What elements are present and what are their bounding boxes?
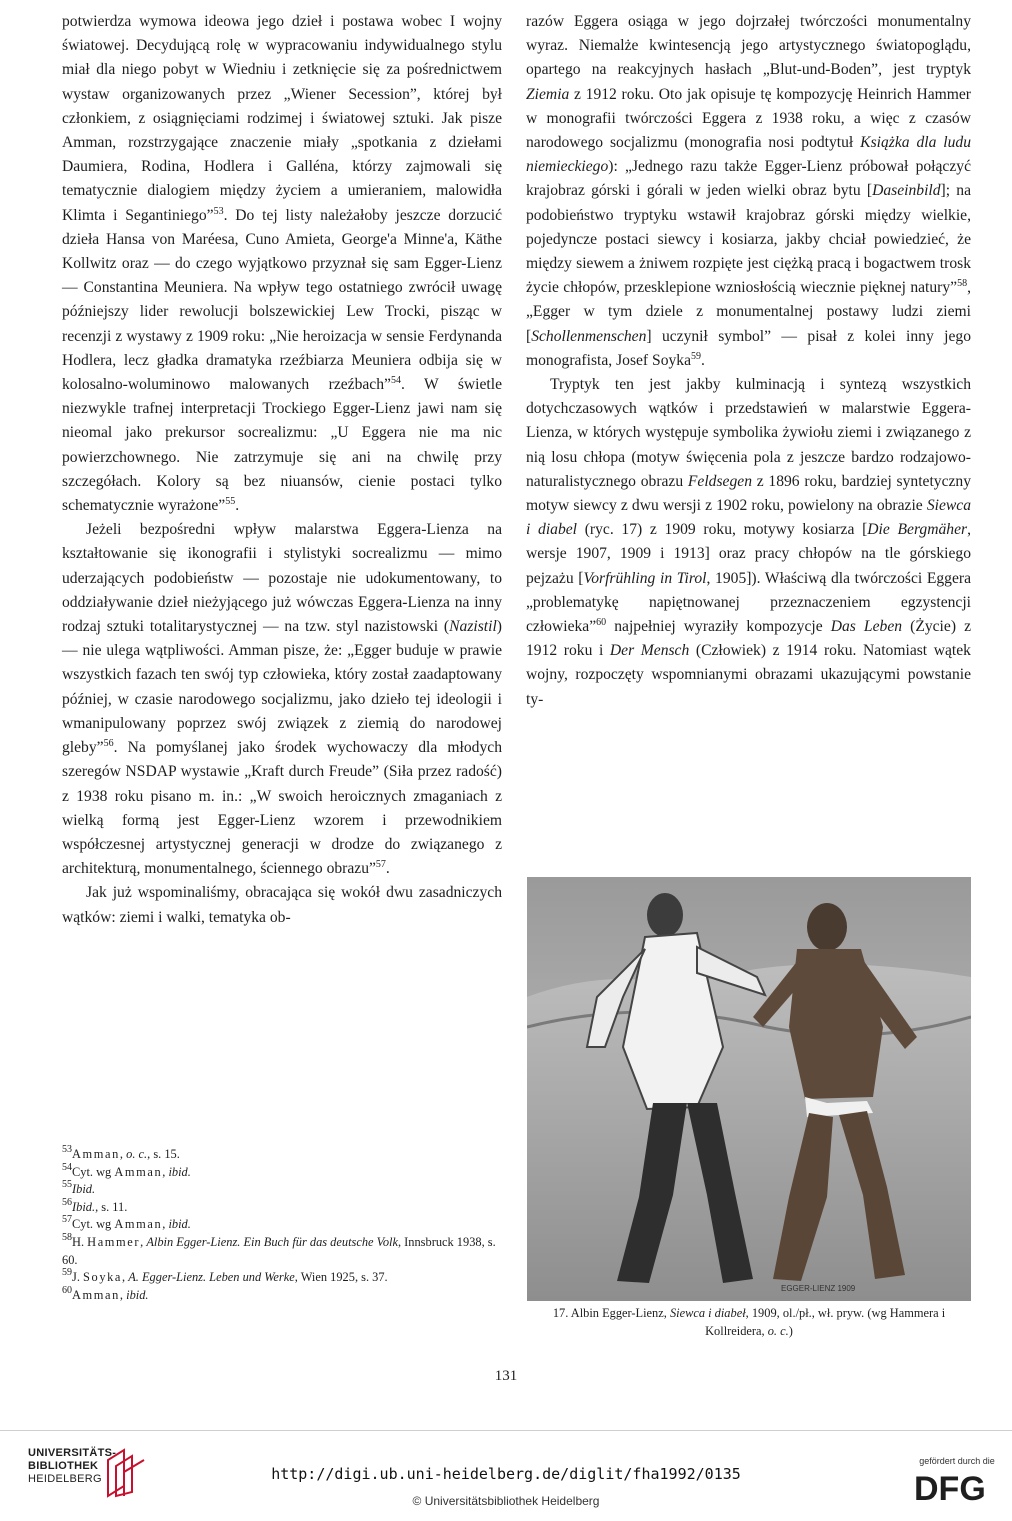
footnote-ref: 55 [225, 496, 236, 508]
footnote: $^{60}$Amman, ibid. [62, 1284, 149, 1302]
paragraph: Jeżeli bezpośredni wpływ malarstwa Eggera-Lienza na kształtowanie się ikonografii i stylistyki socrealizmu — mimo uderzających podobieństw — pozostaje nie udokumentowany, to oddziaływanie dzieł nieżyjącego już wówczas Eggera-Lienza na inny rodzaj sztuki totalitarystycznej — na tzw. styl nazistowski (Nazistil) — nie ulega wątpliwości. Amman pisze, że: „Egger buduje w prawie wszystkich fazach ten swój typ człowieka, który został zaadaptowany później, w czasie narodowego socjalizmu, jako dzieło tej ideologii i wmanipulowany poprzez swój związek z ziemią do narodowej gleby”$^{56}$. Na pomyślanej jako środek wychowaczy dla młodych szeregów NSDAP wystawie „Kraft durch Freude” (Siła przez radość) z 1938 roku pisano m. in.: „W swoich heroicznych zmaganiach z wielką formą jest Egger-Lienz wzorem i przewodnikiem współczesnej artystycznej generacji w drodze do związanego z architekturą, monumentalnego, ściennego obrazu”$^{57}$. [62, 521, 502, 878]
footnote: $^{58}$H. Hammer, Albin Egger-Lienz. Ein Buch für das deutsche Volk, Innsbruck 1938, s. 60. [62, 1231, 496, 1267]
footnote-ref: 60 [596, 617, 607, 629]
library-logo-text: UNIVERSITÄTS- BIBLIOTHEK HEIDELBERG [28, 1447, 117, 1485]
footnote: $^{54}$Cyt. wg Amman, ibid. [62, 1161, 191, 1179]
painting-signature: EGGER-LIENZ 1909 [781, 1284, 856, 1293]
footnote-ref: 59 [691, 350, 702, 362]
svg-text:DFG: DFG [914, 1470, 986, 1504]
footer-divider [0, 1430, 1012, 1431]
left-text-column [62, 10, 502, 930]
copyright-notice: © Universitätsbibliothek Heidelberg [412, 1494, 600, 1508]
right-text-column [526, 10, 971, 712]
paragraph: Jak już wspominaliśmy, obracająca się wokół dwu zasadniczych wątków: ziemi i walki, tematyka ob- [62, 884, 502, 926]
paragraph: Tryptyk ten jest jakby kulminacją i syntezą wszystkich dotychczasowych wątków i przedstawień w malarstwie Eggera-Lienza, w których występuje symbolika żywiołu ziemi i związanego z nią losu chłopa (motyw święcenia pola z jeszcze bardzo rodzajowo-naturalistycznego obrazu Feldsegen z 1896 roku, bardziej syntetyczny motyw siewcy z dwu wersji z 1902 roku, powielony na obrazie Siewca i diabel (ryc. 17) z 1909 roku, motywy kosiarza [Die Bergmäher, wersje 1907, 1909 i 1913] oraz pracy chłopów na tle górskiego pejzażu [Vorfrühling in Tirol, 1905]). Właściwą dla twórczości Eggera „problematykę napiętnowanej przeznaczeniem egzystencji człowieka”$^{60}$ najpełniej wyraziły kompozycje Das Leben (Życie) z 1912 roku i Der Mensch (Człowiek) z 1914 roku. Natomiast wątek wojny, rozpoczęty wspomnianymi obrazami ukazującymi powstanie ty- [526, 376, 972, 708]
paragraph: potwierdza wymowa ideowa jego dzieł i postawa wobec I wojny światowej. Decydującą rolę w wypracowaniu indywidualnego stylu miał dla niego pobyt w Wiedniu i zetknięcie się za pośrednictwem wystaw organizowanych przez „Wiener Secession”, której był członkiem, z osiągnięciami rodzimej i światowej sztuki. Jak pisze Amman, rozstrzygające znaczenie miały „spotkania z dziełami Daumiera, Rodina, Hodlera i Galléna, którzy zajmowali się tematycznie dialogiem między życiem a umieraniem, malowidła Klimta i Segantiniego”$^{53}$. Do tej listy należałoby jeszcze dorzucić dzieła Hansa von Maréesa, Cuno Amieta, George'a Minne'a, Käthe Kollwitz oraz — do czego wyjątkowo przyznał się sam Egger-Lienz — Constantina Meuniera. Na wpływ tego ostatniego zwrócił uwagę późniejszy lider rewolucji bolszewickiej Lew Trocki, pisząc w recenzji z wystawy z 1909 roku: „Nie heroizacja w sensie Ferdynanda Hodlera, lecz gładka dramatyka rzeźbiarza Meuniera odbija się w kolosalno-woluminowo malowanych rzeźbach”$^{54}$. W świetle niezwykle trafnej interpretacji Trockiego Egger-Lienz jawi nam się nieomal jako prekursor socrealizmu: „U Eggera nie ma nic powierzchownego. Nie zatrzymuje się ani na chwilę przy szczegółach. Kolory są bez niuansów, cienie postaci tylko schematycznie wyrażone”$^{55}$. [62, 13, 502, 515]
footnote-ref: 54 [390, 375, 401, 387]
footnote-ref: 56 [103, 738, 114, 750]
page-number: 131 [494, 1368, 518, 1384]
footnote: $^{55}$Ibid. [62, 1179, 96, 1197]
dfg-logo [912, 1470, 998, 1504]
footnote-ref: 57 [375, 859, 386, 871]
paragraph: razów Eggera osiąga w jego dojrzałej twórczości monumentalny wyraz. Niemalże kwintesencją jego artystycznego światopoglądu, opartego na reakcyjnych hasłach „Blut-und-Boden”, jest tryptyk Ziemia z 1912 roku. Oto jak opisuje tę kompozycję Heinrich Hammer w monografii twórczości Eggera z 1938 roku, a więc z czasów narodowego socjalizmu (monografia nosi podtytuł Książka dla ludu niemieckiego): „Jednego razu także Egger-Lienz próbował połączyć krajobraz górski i górali w jeden wielki obraz bytu [Daseinbild]; na podobieństwo tryptyku wstawił krajobraz górski między wielkie, pojedyncze postaci siewcy i kosiarza, jakby chciał powiedzieć, że między siewem a żniwem rozpięte jest ciężką pracą i bogactwem trosk życie chłopów, przesklepione wzniosłością wiecznie pięknej natury”$^{58}$, „Egger w tym dziele z monumentalnej postawy ludzi ziemi [Schollenmenschen] uczynił symbol” — pisał z kolei inny jego monografista, Josef Soyka$^{59}$. [526, 13, 971, 369]
figure-caption: 17. Albin Egger-Lienz, Siewca i diabeł, 1909, ol./pł., wł. pryw. (wg Hammera i Kollreidera, o. c.) [552, 1306, 946, 1338]
footnote: $^{57}$Cyt. wg Amman, ibid. [62, 1214, 191, 1232]
footnote-ref: 53 [213, 205, 224, 217]
footnotes [62, 1146, 502, 1304]
painting-sower-and-devil [527, 877, 971, 1301]
footnote: $^{53}$Amman, o. c., s. 15. [62, 1144, 180, 1161]
footnote-ref: 58 [957, 278, 968, 290]
footnote: $^{56}$Ibid., s. 11. [62, 1196, 128, 1214]
funding-note: gefördert durch die [919, 1456, 995, 1466]
document-url-link[interactable]: http://digi.ub.uni-heidelberg.de/diglit/fha1992/0135 [271, 1465, 741, 1483]
footnote: $^{59}$J. Soyka, A. Egger-Lienz. Leben und Werke, Wien 1925, s. 37. [62, 1267, 388, 1285]
painting-illustration [527, 877, 971, 1301]
